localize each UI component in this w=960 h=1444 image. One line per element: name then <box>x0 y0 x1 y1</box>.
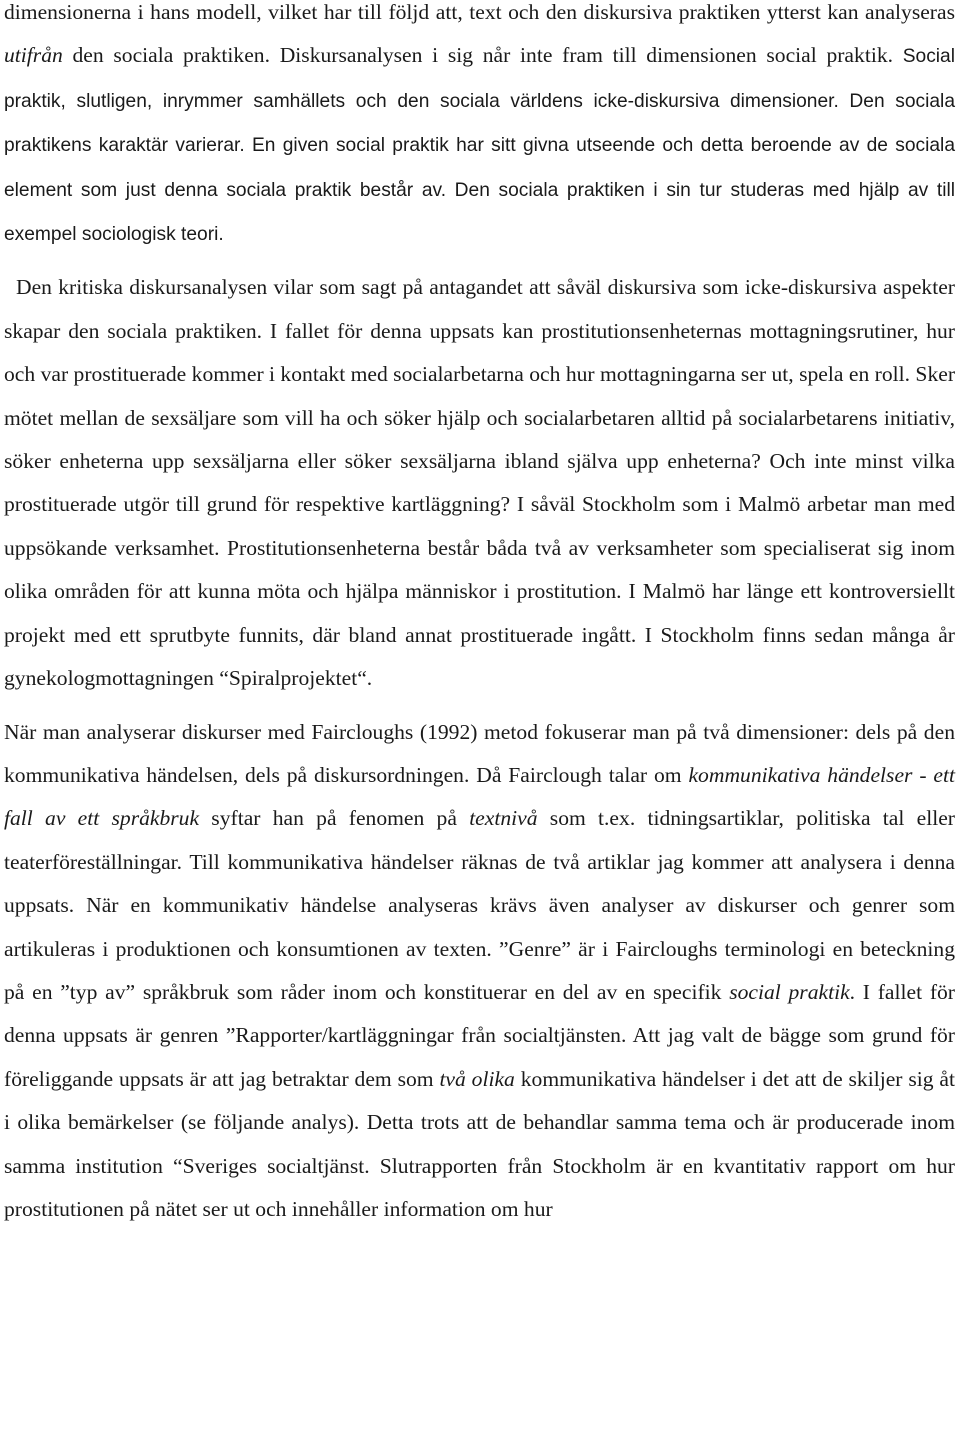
paragraph-2-text: Den kritiska diskursanalysen vilar som sagt på antagandet att såväl diskursiva som icke-diskursiva aspekter skapar den sociala praktiken. I fallet för denna uppsats kan prostitutionsenheternas mottagningsrutiner, hur och var prostituerade kommer i kontakt med socialarbetarna och hur mottagningarna ser ut, spela en roll. Sker mötet mellan de sexsäljare som vill ha och söker hjälp och socialarbetaren alltid på socialarbetarens initiativ, söker enheterna upp sexsäljarna eller söker sexsäljarna ibland själva upp enheterna? Och inte minst vilka prostituerade utgör till grund för respektive kartläggning? I såväl Stockholm som i Malmö arbetar man med uppsökande verksamhet. Prostitutionsenheterna består båda två av verksamheter som specialiserat sig inom olika områden för att kunna möta och hjälpa människor i prostitution. I Malmö har länge ett kontroversiellt projekt med ett sprutbyte funnits, där bland annat prostituerade ingått. I Stockholm finns sedan många år gynekologmottagningen “Spiralprojektet“. <box>4 275 956 691</box>
paragraph-3-text-e: kommunikativa händelser i det att de skiljer sig åt i olika bemärkelser (se följande analys). Detta trots att de behandlar samma tema och är producerade inom samma institution “Sveriges socialtjänst. Slutrapporten från Stockholm är en kvantitativ rapport om hur prostitutionen på nätet ser ut och innehåller information om hur <box>4 1066 955 1221</box>
paragraph-gap <box>4 256 955 266</box>
paragraph-3-text-b: syftar han på fenomen på <box>199 806 470 831</box>
paragraph-1 <box>4 0 955 256</box>
paragraph-3-emphasis-c: social praktik <box>729 979 850 1004</box>
paragraph-gap <box>4 701 955 711</box>
paragraph-1-text-a: dimensionerna i hans modell, vilket har till följd att, text och den diskursiva praktiken ytterst kan analyseras <box>4 0 955 24</box>
paragraph-3-emphasis-d: två olika <box>439 1066 515 1091</box>
paragraph-3-text-a: När man analyserar diskurser med Faircloughs (1992) metod fokuserar man på två dimensioner: dels på den kommunikativa händelsen, dels på diskursordningen. Då Fairclough talar om <box>4 719 955 787</box>
paragraph-3-text-d: . I fallet för denna uppsats är genren ”Rapporter/kartläggningar från socialtjänsten. Att jag valt de bägge som grund för föreliggande uppsats är att jag betraktar dem som <box>4 979 955 1091</box>
paragraph-3 <box>4 711 955 1232</box>
paragraph-1-text-c: Social praktik, slutligen, inrymmer samhällets och den sociala världens icke-diskursiva dimensioner. Den sociala praktikens karaktär varierar. En given social praktik har sitt givna utseende och detta beroende av de sociala element som just denna sociala praktik består av. Den sociala praktiken i sin tur studeras med hjälp av till exempel sociologisk teori. <box>4 46 955 246</box>
paragraph-3-emphasis-b: textnivå <box>469 806 538 831</box>
paragraph-1-emphasis: utifrån <box>4 43 63 68</box>
paragraph-3-text-c: som t.ex. tidningsartiklar, politiska tal eller teaterföreställningar. Till kommunikativa händelser räknas de två artiklar jag kommer att analysera i denna uppsats. När en kommunikativ händelse analyseras krävs även analyser av diskurser och genrer som artikuleras i produktionen och konsumtionen av texten. ”Genre” är i Faircloughs terminologi en beteckning på en ”typ av” språkbruk som råder inom och konstituerar en del av en specifik <box>4 806 955 1004</box>
paragraph-2 <box>4 266 955 700</box>
document-page <box>4 0 955 1231</box>
paragraph-1-text-b: den sociala praktiken. Diskursanalysen i sig når inte fram till dimensionen social praktik. <box>62 43 903 68</box>
paragraph-3-emphasis-a: kommunikativa händelser - ett fall av ett språkbruk <box>4 762 955 831</box>
